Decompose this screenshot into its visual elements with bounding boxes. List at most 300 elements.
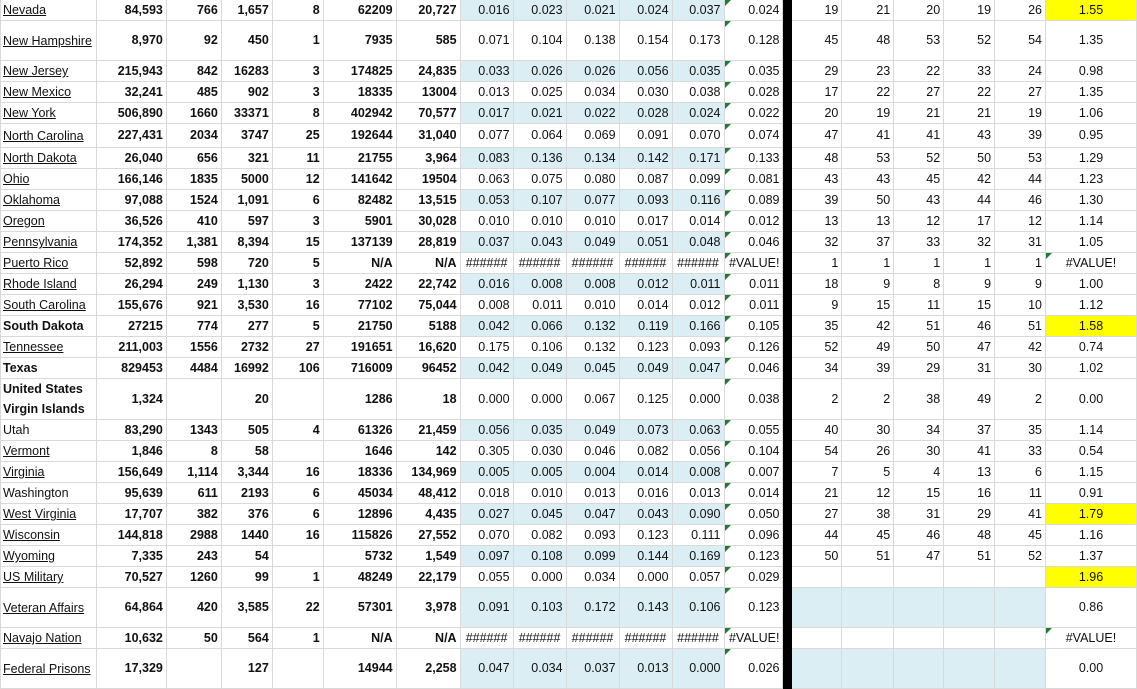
rate-cell[interactable]: ###### [672, 253, 724, 274]
rate-cell[interactable]: 0.070 [672, 124, 724, 148]
state-name-cell[interactable] [1, 148, 97, 169]
count-cell[interactable]: 61326 [323, 420, 396, 441]
count-cell[interactable]: 6 [272, 504, 323, 525]
rank-cell[interactable]: 7 [792, 462, 842, 483]
rate-cell[interactable]: 0.049 [566, 232, 619, 253]
rank-cell[interactable]: 2 [792, 379, 842, 420]
state-link[interactable]: Virginia [3, 465, 45, 479]
count-cell[interactable]: 141642 [323, 169, 396, 190]
average-cell[interactable] [724, 295, 783, 316]
rank-cell[interactable]: 40 [792, 420, 842, 441]
count-cell[interactable]: 1524 [166, 190, 221, 211]
state-name-cell[interactable] [1, 441, 97, 462]
rate-cell[interactable]: 0.024 [672, 103, 724, 124]
state-link[interactable]: New Jersey [3, 64, 69, 78]
rate-cell[interactable]: 0.047 [672, 358, 724, 379]
rate-cell[interactable]: 0.037 [460, 232, 513, 253]
count-cell[interactable]: 1,324 [96, 379, 166, 420]
rate-cell[interactable]: 0.077 [566, 190, 619, 211]
count-cell[interactable]: 30,028 [396, 211, 460, 232]
count-cell[interactable]: 2732 [221, 337, 272, 358]
rank-cell[interactable] [842, 628, 894, 649]
rank-cell[interactable]: 30 [842, 420, 894, 441]
rank-cell[interactable]: 17 [944, 211, 995, 232]
rank-cell[interactable]: 30 [894, 441, 944, 462]
count-cell[interactable]: 3 [272, 61, 323, 82]
rank-cell[interactable]: 1 [995, 253, 1046, 274]
count-cell[interactable]: 75,044 [396, 295, 460, 316]
state-name-cell[interactable] [1, 483, 97, 504]
average-cell[interactable] [724, 649, 783, 689]
rank-cell[interactable] [792, 588, 842, 628]
count-cell[interactable]: 1,114 [166, 462, 221, 483]
rate-cell[interactable]: 0.014 [619, 295, 672, 316]
rank-cell[interactable]: 50 [894, 337, 944, 358]
count-cell[interactable]: 585 [396, 21, 460, 61]
rate-cell[interactable]: 0.047 [460, 649, 513, 689]
average-cell[interactable] [724, 504, 783, 525]
state-name-cell[interactable] [1, 82, 97, 103]
count-cell[interactable]: 25 [272, 124, 323, 148]
rate-cell[interactable]: 0.028 [619, 103, 672, 124]
rank-cell[interactable]: 15 [842, 295, 894, 316]
state-name-cell[interactable] [1, 379, 97, 420]
rank-cell[interactable]: 52 [944, 21, 995, 61]
state-link[interactable]: North Carolina [3, 128, 84, 143]
rate-cell[interactable]: 0.026 [513, 61, 566, 82]
count-cell[interactable]: 62209 [323, 0, 396, 21]
count-cell[interactable]: 2988 [166, 525, 221, 546]
count-cell[interactable]: 564 [221, 628, 272, 649]
rank-cell[interactable]: 46 [894, 525, 944, 546]
rank-cell[interactable]: 33 [944, 61, 995, 82]
rate-cell[interactable]: 0.090 [672, 504, 724, 525]
count-cell[interactable]: 2,258 [396, 649, 460, 689]
count-cell[interactable]: 1343 [166, 420, 221, 441]
average-cell[interactable] [724, 483, 783, 504]
ratio-cell[interactable] [1045, 483, 1136, 504]
count-cell[interactable]: 192644 [323, 124, 396, 148]
count-cell[interactable]: 1 [272, 628, 323, 649]
rank-cell[interactable]: 21 [944, 103, 995, 124]
count-cell[interactable]: 24,835 [396, 61, 460, 82]
rank-cell[interactable]: 9 [944, 274, 995, 295]
state-name-cell[interactable] [1, 253, 97, 274]
rank-cell[interactable]: 45 [842, 525, 894, 546]
rank-cell[interactable] [995, 567, 1046, 588]
rate-cell[interactable]: 0.051 [619, 232, 672, 253]
rank-cell[interactable]: 32 [944, 232, 995, 253]
rank-cell[interactable]: 46 [944, 316, 995, 337]
rate-cell[interactable]: 0.091 [460, 588, 513, 628]
count-cell[interactable]: 8,970 [96, 21, 166, 61]
rate-cell[interactable]: 0.175 [460, 337, 513, 358]
count-cell[interactable]: 77102 [323, 295, 396, 316]
count-cell[interactable]: 211,003 [96, 337, 166, 358]
rank-cell[interactable]: 2 [842, 379, 894, 420]
ratio-cell[interactable] [1045, 649, 1136, 689]
rate-cell[interactable]: 0.043 [513, 232, 566, 253]
count-cell[interactable]: 16 [272, 462, 323, 483]
count-cell[interactable]: 597 [221, 211, 272, 232]
average-cell[interactable] [724, 588, 783, 628]
rank-cell[interactable]: 41 [842, 124, 894, 148]
average-cell[interactable] [724, 0, 783, 21]
average-cell[interactable] [724, 567, 783, 588]
rate-cell[interactable]: 0.034 [566, 82, 619, 103]
rate-cell[interactable]: 0.005 [513, 462, 566, 483]
rank-cell[interactable]: 2 [995, 379, 1046, 420]
rank-cell[interactable]: 39 [842, 358, 894, 379]
rate-cell[interactable]: 0.104 [513, 21, 566, 61]
rate-cell[interactable]: ###### [619, 253, 672, 274]
rank-cell[interactable]: 41 [995, 504, 1046, 525]
state-link[interactable]: West Virginia [3, 507, 77, 521]
ratio-cell[interactable] [1045, 232, 1136, 253]
rank-cell[interactable] [894, 588, 944, 628]
ratio-cell[interactable] [1045, 82, 1136, 103]
count-cell[interactable]: 3,978 [396, 588, 460, 628]
rate-cell[interactable]: 0.066 [513, 316, 566, 337]
count-cell[interactable]: 902 [221, 82, 272, 103]
ratio-cell[interactable] [1045, 567, 1136, 588]
rate-cell[interactable]: 0.132 [566, 316, 619, 337]
state-name-cell[interactable] [1, 420, 97, 441]
rate-cell[interactable]: 0.026 [566, 61, 619, 82]
rank-cell[interactable]: 35 [792, 316, 842, 337]
count-cell[interactable]: 5732 [323, 546, 396, 567]
rate-cell[interactable]: 0.000 [672, 379, 724, 420]
rate-cell[interactable]: 0.016 [619, 483, 672, 504]
rate-cell[interactable]: 0.125 [619, 379, 672, 420]
rate-cell[interactable]: 0.069 [566, 124, 619, 148]
rate-cell[interactable]: 0.038 [672, 82, 724, 103]
rank-cell[interactable]: 38 [842, 504, 894, 525]
rate-cell[interactable]: 0.045 [566, 358, 619, 379]
rank-cell[interactable]: 53 [894, 21, 944, 61]
rank-cell[interactable]: 21 [842, 0, 894, 21]
rate-cell[interactable]: 0.016 [460, 0, 513, 21]
rank-cell[interactable]: 1 [894, 253, 944, 274]
count-cell[interactable]: 64,864 [96, 588, 166, 628]
rate-cell[interactable]: ###### [619, 628, 672, 649]
rate-cell[interactable]: 0.056 [619, 61, 672, 82]
count-cell[interactable]: 14944 [323, 649, 396, 689]
count-cell[interactable]: 6 [272, 190, 323, 211]
average-cell[interactable] [724, 148, 783, 169]
rate-cell[interactable]: 0.055 [460, 567, 513, 588]
ratio-cell[interactable] [1045, 316, 1136, 337]
rank-cell[interactable]: 9 [995, 274, 1046, 295]
rank-cell[interactable]: 42 [842, 316, 894, 337]
rank-cell[interactable]: 45 [894, 169, 944, 190]
rate-cell[interactable]: 0.000 [672, 649, 724, 689]
rate-cell[interactable]: 0.034 [513, 649, 566, 689]
rank-cell[interactable] [792, 649, 842, 689]
rate-cell[interactable]: 0.012 [672, 295, 724, 316]
rank-cell[interactable] [792, 567, 842, 588]
ratio-cell[interactable] [1045, 379, 1136, 420]
rank-cell[interactable]: 4 [894, 462, 944, 483]
rank-cell[interactable]: 13 [842, 211, 894, 232]
rate-cell[interactable]: 0.000 [460, 379, 513, 420]
rank-cell[interactable] [944, 588, 995, 628]
state-link[interactable]: Pennsylvania [3, 235, 78, 249]
rank-cell[interactable]: 8 [894, 274, 944, 295]
rate-cell[interactable]: 0.034 [566, 567, 619, 588]
rank-cell[interactable]: 26 [842, 441, 894, 462]
average-cell[interactable] [724, 525, 783, 546]
rate-cell[interactable]: 0.154 [619, 21, 672, 61]
rate-cell[interactable]: 0.008 [672, 462, 724, 483]
ratio-cell[interactable] [1045, 103, 1136, 124]
rate-cell[interactable]: 0.075 [513, 169, 566, 190]
count-cell[interactable]: 1660 [166, 103, 221, 124]
count-cell[interactable]: 18336 [323, 462, 396, 483]
count-cell[interactable]: 191651 [323, 337, 396, 358]
rate-cell[interactable]: 0.005 [460, 462, 513, 483]
rate-cell[interactable]: 0.119 [619, 316, 672, 337]
rank-cell[interactable]: 23 [842, 61, 894, 82]
rank-cell[interactable]: 48 [944, 525, 995, 546]
count-cell[interactable]: 48249 [323, 567, 396, 588]
rate-cell[interactable]: 0.000 [513, 379, 566, 420]
average-cell[interactable] [724, 169, 783, 190]
count-cell[interactable]: 506,890 [96, 103, 166, 124]
count-cell[interactable]: 13004 [396, 82, 460, 103]
state-link[interactable]: New York [3, 106, 56, 120]
state-name-cell[interactable] [1, 316, 97, 337]
rate-cell[interactable]: 0.056 [460, 420, 513, 441]
count-cell[interactable]: 6 [272, 483, 323, 504]
rank-cell[interactable]: 15 [894, 483, 944, 504]
state-name-cell[interactable] [1, 546, 97, 567]
state-name-cell[interactable] [1, 21, 97, 61]
state-name-cell[interactable] [1, 337, 97, 358]
rate-cell[interactable]: 0.106 [513, 337, 566, 358]
count-cell[interactable]: 249 [166, 274, 221, 295]
rate-cell[interactable]: 0.047 [566, 504, 619, 525]
rate-cell[interactable]: 0.010 [513, 211, 566, 232]
rate-cell[interactable]: 0.013 [672, 483, 724, 504]
state-link[interactable]: North Dakota [3, 151, 77, 165]
rank-cell[interactable]: 48 [842, 21, 894, 61]
count-cell[interactable]: 106 [272, 358, 323, 379]
state-link[interactable]: Vermont [3, 444, 50, 458]
rank-cell[interactable]: 18 [792, 274, 842, 295]
count-cell[interactable]: 156,649 [96, 462, 166, 483]
state-link[interactable]: Ohio [3, 172, 30, 186]
rate-cell[interactable]: 0.011 [513, 295, 566, 316]
rank-cell[interactable]: 42 [944, 169, 995, 190]
count-cell[interactable]: 22 [272, 588, 323, 628]
state-link[interactable]: Tennessee [3, 340, 64, 354]
count-cell[interactable]: 28,819 [396, 232, 460, 253]
count-cell[interactable]: 4 [272, 420, 323, 441]
count-cell[interactable]: 3 [272, 211, 323, 232]
rank-cell[interactable]: 30 [995, 358, 1046, 379]
rank-cell[interactable]: 44 [995, 169, 1046, 190]
rank-cell[interactable]: 50 [792, 546, 842, 567]
rate-cell[interactable]: 0.132 [566, 337, 619, 358]
rank-cell[interactable]: 49 [944, 379, 995, 420]
count-cell[interactable]: 716009 [323, 358, 396, 379]
count-cell[interactable]: 12896 [323, 504, 396, 525]
count-cell[interactable]: 16992 [221, 358, 272, 379]
rank-cell[interactable] [894, 628, 944, 649]
count-cell[interactable]: 1,091 [221, 190, 272, 211]
rate-cell[interactable]: 0.169 [672, 546, 724, 567]
average-cell[interactable] [724, 211, 783, 232]
state-link[interactable]: Puerto Rico [3, 256, 69, 270]
count-cell[interactable]: 142 [396, 441, 460, 462]
count-cell[interactable]: 611 [166, 483, 221, 504]
rank-cell[interactable]: 49 [842, 337, 894, 358]
rank-cell[interactable]: 47 [894, 546, 944, 567]
count-cell[interactable]: 921 [166, 295, 221, 316]
state-name-cell[interactable] [1, 190, 97, 211]
rank-cell[interactable]: 44 [792, 525, 842, 546]
rate-cell[interactable]: 0.008 [460, 295, 513, 316]
average-cell[interactable] [724, 316, 783, 337]
count-cell[interactable]: 5 [272, 316, 323, 337]
count-cell[interactable]: 22,179 [396, 567, 460, 588]
count-cell[interactable]: 16283 [221, 61, 272, 82]
rank-cell[interactable]: 5 [842, 462, 894, 483]
state-name-cell[interactable] [1, 169, 97, 190]
rank-cell[interactable] [842, 588, 894, 628]
rate-cell[interactable]: 0.027 [460, 504, 513, 525]
rank-cell[interactable]: 22 [842, 82, 894, 103]
count-cell[interactable]: 70,577 [396, 103, 460, 124]
count-cell[interactable]: 5 [272, 253, 323, 274]
rate-cell[interactable]: 0.042 [460, 358, 513, 379]
rate-cell[interactable]: 0.013 [460, 82, 513, 103]
rate-cell[interactable]: 0.097 [460, 546, 513, 567]
state-name-cell[interactable] [1, 103, 97, 124]
ratio-cell[interactable] [1045, 546, 1136, 567]
rank-cell[interactable]: 51 [944, 546, 995, 567]
count-cell[interactable]: 1,130 [221, 274, 272, 295]
rank-cell[interactable]: 21 [894, 103, 944, 124]
rank-cell[interactable]: 37 [842, 232, 894, 253]
count-cell[interactable]: 82482 [323, 190, 396, 211]
rate-cell[interactable]: 0.116 [672, 190, 724, 211]
count-cell[interactable]: 215,943 [96, 61, 166, 82]
rate-cell[interactable]: 0.093 [566, 525, 619, 546]
count-cell[interactable]: 376 [221, 504, 272, 525]
rate-cell[interactable]: 0.064 [513, 124, 566, 148]
rate-cell[interactable]: 0.000 [619, 567, 672, 588]
count-cell[interactable]: 2422 [323, 274, 396, 295]
rate-cell[interactable]: 0.077 [460, 124, 513, 148]
rank-cell[interactable] [842, 649, 894, 689]
rate-cell[interactable]: ###### [460, 253, 513, 274]
rate-cell[interactable]: 0.018 [460, 483, 513, 504]
rate-cell[interactable]: 0.053 [460, 190, 513, 211]
count-cell[interactable]: 15 [272, 232, 323, 253]
count-cell[interactable]: 57301 [323, 588, 396, 628]
count-cell[interactable]: 21750 [323, 316, 396, 337]
average-cell[interactable] [724, 420, 783, 441]
count-cell[interactable]: 83,290 [96, 420, 166, 441]
rank-cell[interactable]: 53 [995, 148, 1046, 169]
count-cell[interactable]: 1,381 [166, 232, 221, 253]
rank-cell[interactable] [995, 628, 1046, 649]
ratio-cell[interactable] [1045, 169, 1136, 190]
rate-cell[interactable]: 0.043 [619, 504, 672, 525]
rank-cell[interactable] [894, 567, 944, 588]
rate-cell[interactable]: 0.049 [566, 420, 619, 441]
average-cell[interactable] [724, 462, 783, 483]
rank-cell[interactable]: 35 [995, 420, 1046, 441]
rank-cell[interactable] [792, 628, 842, 649]
count-cell[interactable]: 92 [166, 21, 221, 61]
count-cell[interactable]: 11 [272, 148, 323, 169]
count-cell[interactable]: 26,294 [96, 274, 166, 295]
count-cell[interactable]: 3,530 [221, 295, 272, 316]
count-cell[interactable]: 95,639 [96, 483, 166, 504]
rank-cell[interactable]: 50 [842, 190, 894, 211]
rate-cell[interactable]: 0.022 [566, 103, 619, 124]
state-name-cell[interactable] [1, 504, 97, 525]
rank-cell[interactable]: 41 [944, 441, 995, 462]
rank-cell[interactable]: 9 [792, 295, 842, 316]
rate-cell[interactable]: 0.057 [672, 567, 724, 588]
state-link[interactable]: Wisconsin [3, 528, 60, 542]
rate-cell[interactable]: 0.087 [619, 169, 672, 190]
count-cell[interactable]: 8,394 [221, 232, 272, 253]
count-cell[interactable]: 21755 [323, 148, 396, 169]
state-name-cell[interactable] [1, 358, 97, 379]
rank-cell[interactable]: 31 [894, 504, 944, 525]
count-cell[interactable]: 1556 [166, 337, 221, 358]
rate-cell[interactable]: 0.017 [619, 211, 672, 232]
rate-cell[interactable]: ###### [513, 253, 566, 274]
rate-cell[interactable]: 0.013 [566, 483, 619, 504]
rate-cell[interactable]: 0.010 [513, 483, 566, 504]
count-cell[interactable]: 2193 [221, 483, 272, 504]
average-cell[interactable] [724, 441, 783, 462]
rank-cell[interactable]: 45 [995, 525, 1046, 546]
average-cell[interactable] [724, 274, 783, 295]
rate-cell[interactable]: 0.048 [672, 232, 724, 253]
rate-cell[interactable]: 0.037 [672, 0, 724, 21]
ratio-cell[interactable] [1045, 441, 1136, 462]
count-cell[interactable]: 1 [272, 567, 323, 588]
rank-cell[interactable]: 46 [995, 190, 1046, 211]
rank-cell[interactable]: 43 [792, 169, 842, 190]
state-link[interactable]: Wyoming [3, 549, 55, 563]
rate-cell[interactable]: 0.123 [619, 337, 672, 358]
count-cell[interactable]: N/A [323, 628, 396, 649]
rank-cell[interactable]: 51 [842, 546, 894, 567]
rank-cell[interactable] [944, 628, 995, 649]
state-name-cell[interactable] [1, 628, 97, 649]
count-cell[interactable]: 33371 [221, 103, 272, 124]
count-cell[interactable]: 84,593 [96, 0, 166, 21]
rate-cell[interactable]: ###### [460, 628, 513, 649]
count-cell[interactable]: 13,515 [396, 190, 460, 211]
rank-cell[interactable] [894, 649, 944, 689]
count-cell[interactable]: 52,892 [96, 253, 166, 274]
count-cell[interactable]: 505 [221, 420, 272, 441]
ratio-cell[interactable] [1045, 628, 1136, 649]
count-cell[interactable]: 22,742 [396, 274, 460, 295]
rate-cell[interactable]: 0.093 [672, 337, 724, 358]
rank-cell[interactable]: 34 [894, 420, 944, 441]
count-cell[interactable]: 277 [221, 316, 272, 337]
